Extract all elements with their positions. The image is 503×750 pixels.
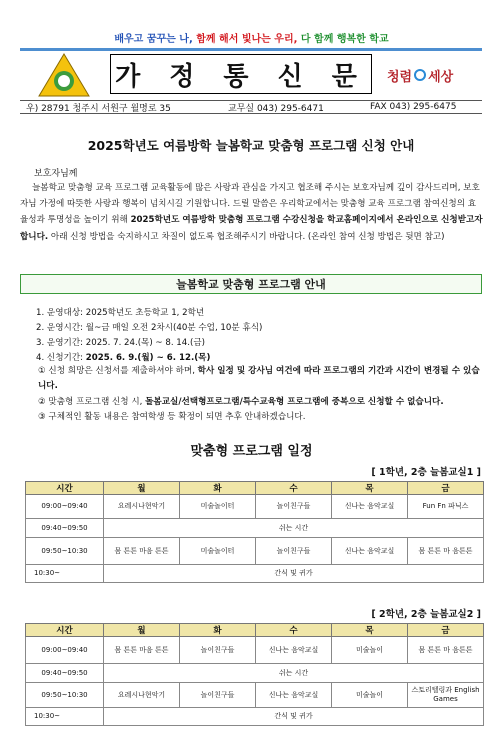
note-2-emphasis: 돌봄교실/선택형프로그램/특수교육형 프로그램에 중복으로 신청할 수 없습니다. xyxy=(145,397,444,407)
table-row xyxy=(26,683,484,708)
slogan-part-2: 함께 해서 빛나는 우리, xyxy=(196,34,298,45)
info-application xyxy=(36,351,210,363)
dismissal-cell: 간식 및 귀가 xyxy=(104,565,484,583)
info-hours: 2. 운영시간: 월~금 매일 오전 2차시(40분 수업, 10분 휴식) xyxy=(36,323,263,333)
header-tue: 화 xyxy=(180,624,256,637)
integrity-logo xyxy=(387,64,477,86)
class-cell: 신나는 음악교실 xyxy=(332,538,408,565)
table-row xyxy=(26,708,484,726)
school-logo-icon xyxy=(37,52,91,98)
table-row xyxy=(26,519,484,538)
info-target: 1. 운영대상: 2025학년도 초등학교 1, 2학년 xyxy=(36,308,205,318)
application-label: 4. 신청기간: xyxy=(36,353,84,363)
paragraph-text-d: 아래 신청 방법을 숙지하시고 차질이 없도록 협조해주시기 바랍니다. (온라인 참여 신청 방법은 뒷면 참고) xyxy=(50,231,445,242)
slogan-part-1: 배우고 꿈꾸는 나, xyxy=(114,34,193,45)
note-1-emphasis: 학사 일정 및 강사님 여건에 따라 프로그램의 기간과 시간이 변경될 수 있습니다. xyxy=(38,366,480,391)
class-cell: 놀이친구들 xyxy=(256,495,332,519)
slogan-part-3: 다 함께 행복한 학교 xyxy=(300,34,389,45)
info-period: 3. 운영기간: 2025. 7. 24.(목) ~ 8. 14.(금) xyxy=(36,338,205,348)
time-cell: 10:30~ xyxy=(26,708,104,726)
note-2-text: ② 맞춤형 프로그램 신청 시, xyxy=(38,397,143,407)
header-thu: 목 xyxy=(332,624,408,637)
office-phone: 교무실 043) 295-6471 xyxy=(228,103,324,114)
header-fri: 금 xyxy=(408,482,484,495)
note-1 xyxy=(38,364,482,394)
class-cell: 미술놀이터 xyxy=(180,538,256,565)
table-row xyxy=(26,565,484,583)
class-cell: 몸 튼튼 마음 튼튼 xyxy=(104,637,180,664)
schedule-title: 맞춤형 프로그램 일정 xyxy=(190,444,313,459)
header-thu: 목 xyxy=(332,482,408,495)
class-cell: 놀이친구들 xyxy=(180,637,256,664)
notice-paragraph xyxy=(20,180,484,245)
guide-heading: 늘봄학교 맞춤형 프로그램 안내 xyxy=(20,274,482,294)
note-2 xyxy=(38,395,482,410)
globe-icon xyxy=(414,69,426,81)
paragraph-emphasis-tail: 받고자 합니다. xyxy=(20,215,483,242)
break-cell: 쉬는 시간 xyxy=(104,519,484,538)
time-cell: 09:50~10:30 xyxy=(26,683,104,708)
break-cell: 쉬는 시간 xyxy=(104,664,484,683)
class-cell: 신나는 음악교실 xyxy=(332,495,408,519)
table-row xyxy=(26,538,484,565)
room-label-1: [ 1학년, 2층 늘봄교실1 ] xyxy=(371,467,481,478)
time-cell: 09:00~09:40 xyxy=(26,495,104,519)
note-3: ③ 구체적인 활동 내용은 참여학생 등 확정이 되면 추후 안내하겠습니다. xyxy=(38,412,306,422)
notice-title: 2025학년도 여름방학 늘봄학교 맞춤형 프로그램 신청 안내 xyxy=(87,138,415,153)
address-bar xyxy=(20,100,482,114)
class-cell: 미술놀이 xyxy=(332,683,408,708)
table-row xyxy=(26,495,484,519)
header-time: 시간 xyxy=(26,624,104,637)
table-header-row xyxy=(26,482,484,495)
time-cell: 09:40~09:50 xyxy=(26,519,104,538)
application-period: 2025. 6. 9.(월) ~ 6. 12.(목) xyxy=(85,353,211,363)
table-header-row xyxy=(26,624,484,637)
newsletter-title: 가 정 통 신 문 xyxy=(110,54,372,94)
time-cell: 09:00~09:40 xyxy=(26,637,104,664)
paragraph-emphasis: 2025학년도 여름방학 맞춤형 프로그램 수강신청을 학교홈페이지에서 온라인으로 신청 xyxy=(130,215,458,226)
header-mon: 월 xyxy=(104,482,180,495)
schedule-table-2 xyxy=(25,623,484,726)
greeting: 보호자님께 xyxy=(34,169,78,179)
table-row xyxy=(26,637,484,664)
header-mon: 월 xyxy=(104,624,180,637)
school-address: 우) 28791 청주시 서원구 월명로 35 xyxy=(26,103,171,114)
class-cell: 요레시나현악기 xyxy=(104,683,180,708)
time-cell: 09:50~10:30 xyxy=(26,538,104,565)
brand-text: 청렴 xyxy=(387,69,413,85)
header-wed: 수 xyxy=(256,482,332,495)
class-cell: 신나는 음악교실 xyxy=(256,683,332,708)
class-cell: 요레시나현악기 xyxy=(104,495,180,519)
header-wed: 수 xyxy=(256,624,332,637)
table-row xyxy=(26,664,484,683)
class-cell: 몸 튼튼 마음 튼튼 xyxy=(104,538,180,565)
time-cell: 10:30~ xyxy=(26,565,104,583)
header-rule xyxy=(20,48,482,51)
fax-number: FAX 043) 295-6475 xyxy=(370,102,457,112)
paragraph-text-a: 늘봄학교 맞춤형 교육 프로그램 교육활동에 많은 사랑과 관심을 가지고 협조해 주시는 보호자님께 깊이 감사드리며, 보호자님 가정에 따뜻한 사랑과 행복이 넘치시길 기원합니다. 드릴 말씀은 우리학교에서는 맞춤형 교육 프로그램 참여신청의 효율성과 투명성을 높이기 위해 xyxy=(20,183,480,226)
class-cell: 신나는 음악교실 xyxy=(256,637,332,664)
class-cell: 스토리텔링과 English Games xyxy=(408,683,484,708)
class-cell: 놀이친구들 xyxy=(256,538,332,565)
class-cell: Fun Fn 파닉스 xyxy=(408,495,484,519)
dismissal-cell: 간식 및 귀가 xyxy=(104,708,484,726)
header-fri: 금 xyxy=(408,624,484,637)
school-slogan xyxy=(0,30,503,45)
brand-tail-text: 세상 xyxy=(428,69,454,85)
header-tue: 화 xyxy=(180,482,256,495)
room-label-2: [ 2학년, 2층 늘봄교실2 ] xyxy=(371,609,481,620)
time-cell: 09:40~09:50 xyxy=(26,664,104,683)
class-cell: 몸 튼튼 마 음튼튼 xyxy=(408,637,484,664)
header-time: 시간 xyxy=(26,482,104,495)
class-cell: 미술놀이 xyxy=(332,637,408,664)
class-cell: 몸 튼튼 마 음튼튼 xyxy=(408,538,484,565)
note-1-text: ① 신청 희망은 신청서를 제출하셔야 하며, xyxy=(38,366,195,376)
schedule-table-1 xyxy=(25,481,484,583)
class-cell: 미술놀이터 xyxy=(180,495,256,519)
class-cell: 놀이친구들 xyxy=(180,683,256,708)
